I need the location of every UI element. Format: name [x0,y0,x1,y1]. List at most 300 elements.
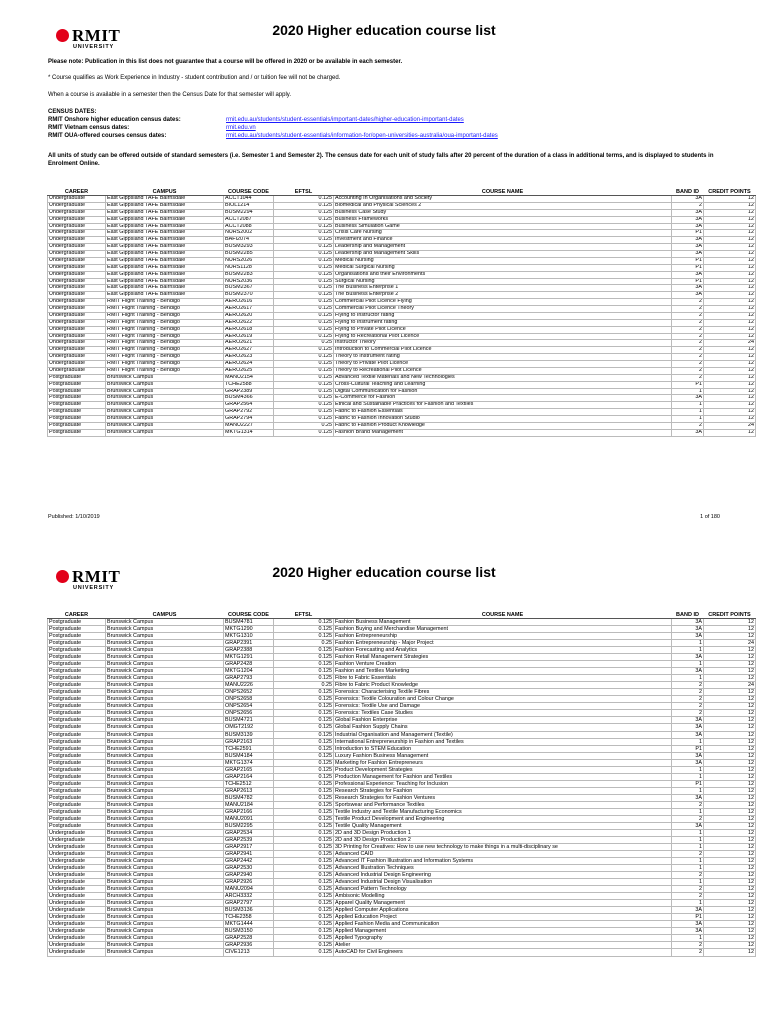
credit-points-cell: 12 [704,416,756,423]
table-row [48,237,756,244]
course-name-cell: Research Strategies for Fashion Ventures [334,794,672,801]
campus-cell: Brunswick Campus [106,829,224,836]
census-note: When a course is available in a semester then the Census Date for that semester will apply. [48,92,292,98]
credit-points-cell: 12 [704,367,756,374]
career-cell: Postgraduate [48,675,106,682]
table-row [48,717,756,724]
eftsl-cell: 0.125 [274,299,334,306]
eftsl-cell: 0.125 [274,326,334,333]
credit-points-cell: 12 [704,312,756,319]
credit-points-cell: 12 [704,703,756,710]
credit-points-cell: 12 [704,319,756,326]
course-code-cell: GRAP2539 [224,836,274,843]
career-cell: Undergraduate [48,326,106,333]
band-id-cell: P1 [672,257,704,264]
band-id-cell: 3A [672,759,704,766]
course-code-cell: BUSM4366 [224,395,274,402]
course-code-cell: GRAP2163 [224,738,274,745]
course-code-cell: GRAP2797 [224,900,274,907]
course-name-cell: Fashion Entrepreneurship - Major Project [334,640,672,647]
eftsl-cell: 0.125 [274,237,334,244]
eftsl-cell: 0.125 [274,710,334,717]
band-id-cell: 2 [672,851,704,858]
credit-points-cell: 12 [704,361,756,368]
course-name-cell: Forensics: Textile Use and Damage [334,703,672,710]
eftsl-cell: 0.125 [274,829,334,836]
campus-cell: Brunswick Campus [106,879,224,886]
column-credit-points: CREDIT POINTS [704,601,756,619]
credit-points-cell: 12 [704,815,756,822]
course-code-cell: MKTG1444 [224,921,274,928]
table-row [48,374,756,381]
table-row [48,647,756,654]
table-row [48,299,756,306]
band-id-cell: 3A [672,907,704,914]
credit-points-cell: 12 [704,949,756,956]
credit-points-cell: 12 [704,647,756,654]
course-code-cell: ACCT1044 [224,196,274,203]
band-id-cell: 3A [672,395,704,402]
course-code-cell: GRAP2164 [224,773,274,780]
eftsl-cell: 0.125 [274,766,334,773]
credit-points-cell: 12 [704,661,756,668]
band-id-cell: 1 [672,402,704,409]
credit-points-cell: 12 [704,710,756,717]
course-code-cell: BUSM2367 [224,285,274,292]
eftsl-cell: 0.125 [274,196,334,203]
course-code-cell: AERO2617 [224,306,274,313]
career-cell: Postgraduate [48,395,106,402]
table-row [48,928,756,935]
band-id-cell: 3A [672,731,704,738]
eftsl-cell: 0.125 [274,780,334,787]
career-cell: Undergraduate [48,865,106,872]
campus-cell: Brunswick Campus [106,416,224,423]
band-id-cell: 1 [672,829,704,836]
course-name-cell: The Business Enterprise 2 [334,292,672,299]
course-code-cell: TCHE2591 [224,745,274,752]
campus-cell: Brunswick Campus [106,668,224,675]
campus-cell: East Gippsland TAFE Bairnsdale [106,271,224,278]
eftsl-cell: 0.25 [274,640,334,647]
campus-cell: RMIT Flight Training - Bendigo [106,306,224,313]
band-id-cell: 3A [672,271,704,278]
eftsl-cell: 0.125 [274,354,334,361]
credit-points-cell: 12 [704,787,756,794]
credit-points-cell: 12 [704,409,756,416]
eftsl-cell: 0.125 [274,395,334,402]
table-row [48,361,756,368]
credit-points-cell: 12 [704,879,756,886]
credit-points-cell: 12 [704,230,756,237]
census-heading: CENSUS DATES: [48,109,97,115]
course-name-cell: Advanced Pattern Technology [334,886,672,893]
table-header [48,601,756,619]
census-label-onshore: RMIT Onshore higher education census dates: [48,117,181,123]
table-row [48,858,756,865]
career-cell: Undergraduate [48,893,106,900]
credit-points-cell: 12 [704,202,756,209]
table-row [48,340,756,347]
course-code-cell: MANU2094 [224,886,274,893]
credit-points-cell: 12 [704,717,756,724]
campus-cell: Brunswick Campus [106,409,224,416]
course-name-cell: Introduction to STEM Education [334,745,672,752]
eftsl-cell: 0.125 [274,292,334,299]
credit-points-cell: 12 [704,354,756,361]
course-name-cell: 2D and 3D Design Production 1 [334,829,672,836]
band-id-cell: 1 [672,409,704,416]
course-code-cell: BUSM3136 [224,907,274,914]
eftsl-cell: 0.25 [274,422,334,429]
band-id-cell: 3A [672,822,704,829]
career-cell: Undergraduate [48,361,106,368]
course-code-cell: NURS2036 [224,278,274,285]
table-row [48,851,756,858]
intro-paragraph: All units of study can be offered outside of standard semesters (i.e. Semester 1 and Semester 2). The census date for each unit of study falls after 20 percent of the duration of a class in additional terms, and is displayed to students in Enrolment Online. [48,153,714,167]
credit-points-cell: 12 [704,257,756,264]
credit-points-cell: 12 [704,872,756,879]
band-id-cell: 1 [672,808,704,815]
campus-cell: Brunswick Campus [106,738,224,745]
credit-points-cell: 12 [704,907,756,914]
band-id-cell: 2 [672,682,704,689]
career-cell: Undergraduate [48,872,106,879]
credit-points-cell: 12 [704,216,756,223]
credit-points-cell: 12 [704,633,756,640]
table-row [48,682,756,689]
campus-cell: Brunswick Campus [106,780,224,787]
career-cell: Undergraduate [48,271,106,278]
eftsl-cell: 0.125 [274,633,334,640]
credit-points-cell: 12 [704,745,756,752]
band-id-cell: 1 [672,416,704,423]
career-cell: Undergraduate [48,851,106,858]
credit-points-cell: 12 [704,654,756,661]
course-name-cell: Biomedical and Physical Sciences 2 [334,202,672,209]
campus-cell: Brunswick Campus [106,907,224,914]
course-name-cell: Fibre to Fabric Product Knowledge [334,682,672,689]
course-name-cell: Textile Industry and Textile Manufacturing Economics [334,808,672,815]
campus-cell: Brunswick Campus [106,815,224,822]
band-id-cell: 2 [672,949,704,956]
eftsl-cell: 0.25 [274,682,334,689]
career-cell: Postgraduate [48,661,106,668]
career-cell: Undergraduate [48,306,106,313]
eftsl-cell: 0.125 [274,907,334,914]
course-code-cell: NURS2002 [224,230,274,237]
eftsl-cell: 0.125 [274,257,334,264]
course-name-cell: Forensics: Textile Colouration and Colour Change [334,696,672,703]
career-cell: Undergraduate [48,836,106,843]
table-row [48,264,756,271]
credit-points-cell: 12 [704,347,756,354]
campus-cell: Brunswick Campus [106,928,224,935]
band-id-cell: 1 [672,647,704,654]
published-date: Published: 1/10/2019 [48,514,100,520]
campus-cell: East Gippsland TAFE Bairnsdale [106,223,224,230]
eftsl-cell: 0.125 [274,626,334,633]
band-id-cell: P1 [672,780,704,787]
course-name-cell: Applied Fashion Media and Communication [334,921,672,928]
course-code-cell: MKTG1374 [224,759,274,766]
column-career: CAREER [48,601,106,619]
census-dates [48,108,498,140]
table-row [48,429,756,436]
campus-cell: Brunswick Campus [106,640,224,647]
course-code-cell: MKTG1310 [224,633,274,640]
eftsl-cell: 0.125 [274,264,334,271]
eftsl-cell: 0.125 [274,306,334,313]
course-code-cell: GRAP2391 [224,640,274,647]
eftsl-cell: 0.125 [274,851,334,858]
career-cell: Postgraduate [48,381,106,388]
credit-points-cell: 12 [704,292,756,299]
table-row [48,900,756,907]
course-code-cell: ONPS2652 [224,689,274,696]
credit-points-cell: 12 [704,402,756,409]
table-row [48,844,756,851]
campus-cell: Brunswick Campus [106,675,224,682]
course-name-cell: Flying to Instructor rating [334,312,672,319]
table-row [48,801,756,808]
career-cell: Undergraduate [48,858,106,865]
campus-cell: RMIT Flight Training - Bendigo [106,340,224,347]
course-name-cell: Surgical Nursing [334,278,672,285]
census-link-vietnam[interactable]: rmit.edu.vn [226,125,256,131]
course-name-cell: Advanced Industrial Design Engineering [334,872,672,879]
table-row [48,668,756,675]
career-cell: Undergraduate [48,312,106,319]
band-id-cell: 3A [672,752,704,759]
eftsl-cell: 0.125 [274,844,334,851]
eftsl-cell: 0.125 [274,654,334,661]
course-code-cell: AERO2622 [224,319,274,326]
table-row [48,724,756,731]
career-cell: Postgraduate [48,738,106,745]
band-id-cell: 1 [672,865,704,872]
career-cell: Undergraduate [48,209,106,216]
course-code-cell: GRAP2793 [224,675,274,682]
course-name-cell: Business Frameworks [334,216,672,223]
table-row [48,251,756,258]
course-name-cell: Apparel Quality Management [334,900,672,907]
course-code-cell: MANU2091 [224,815,274,822]
band-id-cell: 1 [672,773,704,780]
eftsl-cell: 0.125 [274,209,334,216]
band-id-cell: 2 [672,319,704,326]
eftsl-cell: 0.125 [274,836,334,843]
campus-cell: East Gippsland TAFE Bairnsdale [106,237,224,244]
course-code-cell: TCHE2358 [224,914,274,921]
credit-points-cell: 12 [704,731,756,738]
career-cell: Undergraduate [48,230,106,237]
course-code-cell: GRAP2794 [224,416,274,423]
career-cell: Undergraduate [48,237,106,244]
course-code-cell: AERO2623 [224,354,274,361]
table-row [48,626,756,633]
campus-cell: Brunswick Campus [106,801,224,808]
publication-note: Please note: Publication in this list does not guarantee that a course will be offered in 2020 or be available in each semester. [48,59,403,65]
column-course-code: COURSE CODE [224,601,274,619]
document-title: 2020 Higher education course list [272,564,496,580]
band-id-cell: 2 [672,801,704,808]
table-row [48,422,756,429]
course-code-cell: TCHE2588 [224,381,274,388]
work-experience-note: * Course qualifies as Work Experience in Industry - student contribution and / or tuition fee will not be charged. [48,75,341,81]
career-cell: Postgraduate [48,402,106,409]
band-id-cell: 1 [672,640,704,647]
band-id-cell: 3A [672,216,704,223]
credit-points-cell: 12 [704,619,756,626]
course-code-cell: AERO2627 [224,347,274,354]
course-name-cell: Ethical and Sustainable Practices for Fashion and Textiles [334,402,672,409]
eftsl-cell: 0.125 [274,794,334,801]
eftsl-cell: 0.125 [274,223,334,230]
course-name-cell: E-Commerce for Fashion [334,395,672,402]
credit-points-cell: 12 [704,794,756,801]
career-cell: Postgraduate [48,717,106,724]
band-id-cell: 3A [672,921,704,928]
table-row [48,675,756,682]
career-cell: Postgraduate [48,416,106,423]
table-row [48,815,756,822]
course-name-cell: Fabric to Fashion Innovation Studio [334,416,672,423]
band-id-cell: 1 [672,787,704,794]
career-cell: Postgraduate [48,647,106,654]
campus-cell: Brunswick Campus [106,395,224,402]
course-name-cell: Theory to Recreational Pilot Licence [334,367,672,374]
course-code-cell: NURS2026 [224,257,274,264]
eftsl-cell: 0.125 [274,752,334,759]
table-row [48,388,756,395]
band-id-cell: 3A [672,619,704,626]
course-code-cell: GRAP2442 [224,858,274,865]
course-name-cell: Advanced Textile Materials and New Technologies [334,374,672,381]
band-id-cell: 1 [672,900,704,907]
campus-cell: Brunswick Campus [106,942,224,949]
course-code-cell: MKTG1204 [224,668,274,675]
campus-cell: Brunswick Campus [106,619,224,626]
career-cell: Undergraduate [48,354,106,361]
table-row [48,347,756,354]
eftsl-cell: 0.125 [274,409,334,416]
course-name-cell: Product Development Strategies [334,766,672,773]
course-code-cell: ONPS2654 [224,703,274,710]
career-cell: Undergraduate [48,202,106,209]
column-course-name: COURSE NAME [334,178,672,196]
career-cell: Postgraduate [48,654,106,661]
career-cell: Postgraduate [48,794,106,801]
table-row [48,787,756,794]
table-row [48,829,756,836]
credit-points-cell: 24 [704,340,756,347]
table-row [48,794,756,801]
table-row [48,333,756,340]
band-id-cell: 3A [672,633,704,640]
credit-points-cell: 12 [704,858,756,865]
column-eftsl: EFTSL [274,601,334,619]
course-name-cell: Medical Surgical Nursing [334,264,672,271]
credit-points-cell: 12 [704,381,756,388]
course-code-cell: GRAP2534 [224,829,274,836]
eftsl-cell: 0.125 [274,230,334,237]
table-row [48,244,756,251]
course-name-cell: Fashion Venture Creation [334,661,672,668]
document-title: 2020 Higher education course list [272,22,496,38]
career-cell: Undergraduate [48,879,106,886]
course-code-cell: MANU2154 [224,374,274,381]
campus-cell: RMIT Flight Training - Bendigo [106,299,224,306]
band-id-cell: 2 [672,312,704,319]
course-name-cell: Advanced CAID [334,851,672,858]
course-code-cell: BUSM2370 [224,292,274,299]
campus-cell: Brunswick Campus [106,633,224,640]
band-id-cell: 3A [672,668,704,675]
band-id-cell: P1 [672,278,704,285]
table-row [48,907,756,914]
campus-cell: Brunswick Campus [106,703,224,710]
course-code-cell: GRAP2528 [224,935,274,942]
course-name-cell: 2D and 3D Design Production 2 [334,836,672,843]
campus-cell: Brunswick Campus [106,949,224,956]
table-row [48,865,756,872]
census-link-oua[interactable]: rmit.edu.au/students/student-essentials/information-for/open-universities-australia/oua-important-dates [226,133,498,139]
eftsl-cell: 0.125 [274,244,334,251]
credit-points-cell: 12 [704,921,756,928]
band-id-cell: 2 [672,326,704,333]
campus-cell: East Gippsland TAFE Bairnsdale [106,278,224,285]
census-link-onshore[interactable]: rmit.edu.au/students/student-essentials/important-dates/higher-education-important-dates [226,117,464,123]
career-cell: Postgraduate [48,668,106,675]
credit-points-cell: 12 [704,668,756,675]
course-code-cell: AERO2618 [224,326,274,333]
career-cell: Undergraduate [48,347,106,354]
eftsl-cell: 0.125 [274,689,334,696]
course-code-cell: AERO2621 [224,340,274,347]
career-cell: Postgraduate [48,633,106,640]
band-id-cell: 3A [672,717,704,724]
campus-cell: Brunswick Campus [106,654,224,661]
course-name-cell: Marketing for Fashion Entrepreneurs [334,759,672,766]
eftsl-cell: 0.125 [274,271,334,278]
career-cell: Undergraduate [48,367,106,374]
campus-cell: Brunswick Campus [106,429,224,436]
campus-cell: RMIT Flight Training - Bendigo [106,347,224,354]
course-code-cell: GRAP2564 [224,402,274,409]
logo-brand: RMIT [72,26,121,45]
campus-cell: East Gippsland TAFE Bairnsdale [106,251,224,258]
campus-cell: Brunswick Campus [106,374,224,381]
campus-cell: Brunswick Campus [106,766,224,773]
campus-cell: East Gippsland TAFE Bairnsdale [106,216,224,223]
campus-cell: Brunswick Campus [106,921,224,928]
table-row [48,949,756,956]
career-cell: Postgraduate [48,752,106,759]
course-name-cell: Fashion Buying and Merchandise Management [334,626,672,633]
campus-cell: East Gippsland TAFE Bairnsdale [106,209,224,216]
credit-points-cell: 12 [704,333,756,340]
eftsl-cell: 0.125 [274,914,334,921]
course-code-cell: ACCT2087 [224,216,274,223]
career-cell: Postgraduate [48,619,106,626]
career-cell: Undergraduate [48,333,106,340]
band-id-cell: 2 [672,815,704,822]
course-name-cell: Instructor Theory [334,340,672,347]
course-name-cell: Luxury Fashion Business Management [334,752,672,759]
course-name-cell: Flying to Private Pilot Licence [334,326,672,333]
eftsl-cell: 0.125 [274,388,334,395]
